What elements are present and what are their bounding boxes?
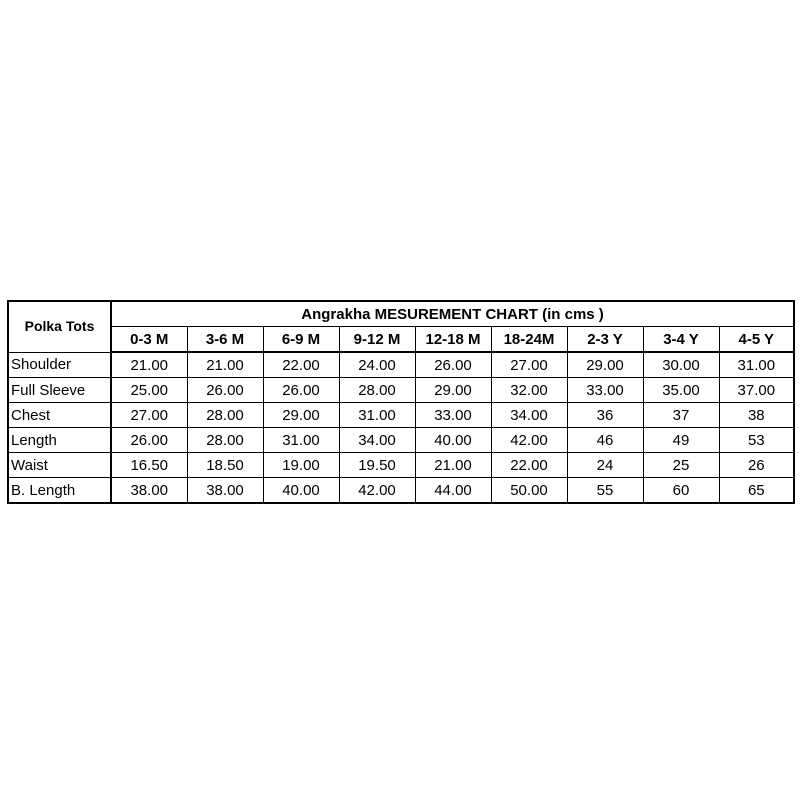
table-cell: 26 bbox=[719, 453, 794, 478]
table-cell: 27.00 bbox=[491, 352, 567, 378]
table-cell: 25 bbox=[643, 453, 719, 478]
table-cell: 21.00 bbox=[415, 453, 491, 478]
size-header: 3-4 Y bbox=[643, 327, 719, 353]
brand-name: Polka Tots bbox=[8, 301, 111, 352]
table-cell: 33.00 bbox=[567, 378, 643, 403]
table-cell: 19.00 bbox=[263, 453, 339, 478]
size-header: 6-9 M bbox=[263, 327, 339, 353]
table-cell: 46 bbox=[567, 428, 643, 453]
table-body bbox=[8, 301, 794, 503]
table-cell: 25.00 bbox=[111, 378, 187, 403]
table-cell: 31.00 bbox=[719, 352, 794, 378]
table-cell: 37.00 bbox=[719, 378, 794, 403]
table-row bbox=[8, 403, 794, 428]
table-cell: 16.50 bbox=[111, 453, 187, 478]
table-cell: 55 bbox=[567, 478, 643, 504]
header-row-title bbox=[8, 301, 794, 327]
table-cell: 53 bbox=[719, 428, 794, 453]
size-header: 4-5 Y bbox=[719, 327, 794, 353]
table-cell: 18.50 bbox=[187, 453, 263, 478]
table-cell: 49 bbox=[643, 428, 719, 453]
table-row bbox=[8, 352, 794, 378]
table-cell: 36 bbox=[567, 403, 643, 428]
table-cell: 27.00 bbox=[111, 403, 187, 428]
measurement-chart-table bbox=[7, 300, 795, 504]
table-cell: 42.00 bbox=[491, 428, 567, 453]
table-cell: 38.00 bbox=[111, 478, 187, 504]
row-label: Shoulder bbox=[8, 352, 111, 378]
size-header: 9-12 M bbox=[339, 327, 415, 353]
table-cell: 28.00 bbox=[339, 378, 415, 403]
size-header: 12-18 M bbox=[415, 327, 491, 353]
table-cell: 37 bbox=[643, 403, 719, 428]
table-cell: 44.00 bbox=[415, 478, 491, 504]
table-cell: 31.00 bbox=[339, 403, 415, 428]
row-label: Full Sleeve bbox=[8, 378, 111, 403]
table-cell: 29.00 bbox=[263, 403, 339, 428]
table-cell: 31.00 bbox=[263, 428, 339, 453]
table-cell: 22.00 bbox=[263, 352, 339, 378]
table-cell: 21.00 bbox=[187, 352, 263, 378]
table-cell: 32.00 bbox=[491, 378, 567, 403]
table-cell: 38 bbox=[719, 403, 794, 428]
table-row bbox=[8, 478, 794, 504]
table-cell: 33.00 bbox=[415, 403, 491, 428]
chart-title: Angrakha MESUREMENT CHART (in cms ) bbox=[111, 301, 794, 327]
table-cell: 28.00 bbox=[187, 428, 263, 453]
table-cell: 30.00 bbox=[643, 352, 719, 378]
table-cell: 29.00 bbox=[567, 352, 643, 378]
table-cell: 28.00 bbox=[187, 403, 263, 428]
table-cell: 34.00 bbox=[491, 403, 567, 428]
table-cell: 21.00 bbox=[111, 352, 187, 378]
size-header: 0-3 M bbox=[111, 327, 187, 353]
table-cell: 60 bbox=[643, 478, 719, 504]
table-row bbox=[8, 428, 794, 453]
table-cell: 22.00 bbox=[491, 453, 567, 478]
table-cell: 65 bbox=[719, 478, 794, 504]
table-cell: 26.00 bbox=[111, 428, 187, 453]
table-cell: 40.00 bbox=[415, 428, 491, 453]
table-cell: 29.00 bbox=[415, 378, 491, 403]
table-cell: 34.00 bbox=[339, 428, 415, 453]
table-cell: 24 bbox=[567, 453, 643, 478]
row-label: Chest bbox=[8, 403, 111, 428]
table-cell: 26.00 bbox=[263, 378, 339, 403]
table-cell: 24.00 bbox=[339, 352, 415, 378]
table-row bbox=[8, 378, 794, 403]
table-cell: 26.00 bbox=[187, 378, 263, 403]
row-label: Waist bbox=[8, 453, 111, 478]
table-cell: 19.50 bbox=[339, 453, 415, 478]
row-label: B. Length bbox=[8, 478, 111, 504]
size-header: 2-3 Y bbox=[567, 327, 643, 353]
size-header: 18-24M bbox=[491, 327, 567, 353]
size-header: 3-6 M bbox=[187, 327, 263, 353]
table-cell: 42.00 bbox=[339, 478, 415, 504]
table-cell: 38.00 bbox=[187, 478, 263, 504]
table-cell: 50.00 bbox=[491, 478, 567, 504]
header-row-sizes bbox=[8, 327, 794, 353]
row-label: Length bbox=[8, 428, 111, 453]
table-cell: 35.00 bbox=[643, 378, 719, 403]
table-cell: 40.00 bbox=[263, 478, 339, 504]
table-cell: 26.00 bbox=[415, 352, 491, 378]
table-row bbox=[8, 453, 794, 478]
